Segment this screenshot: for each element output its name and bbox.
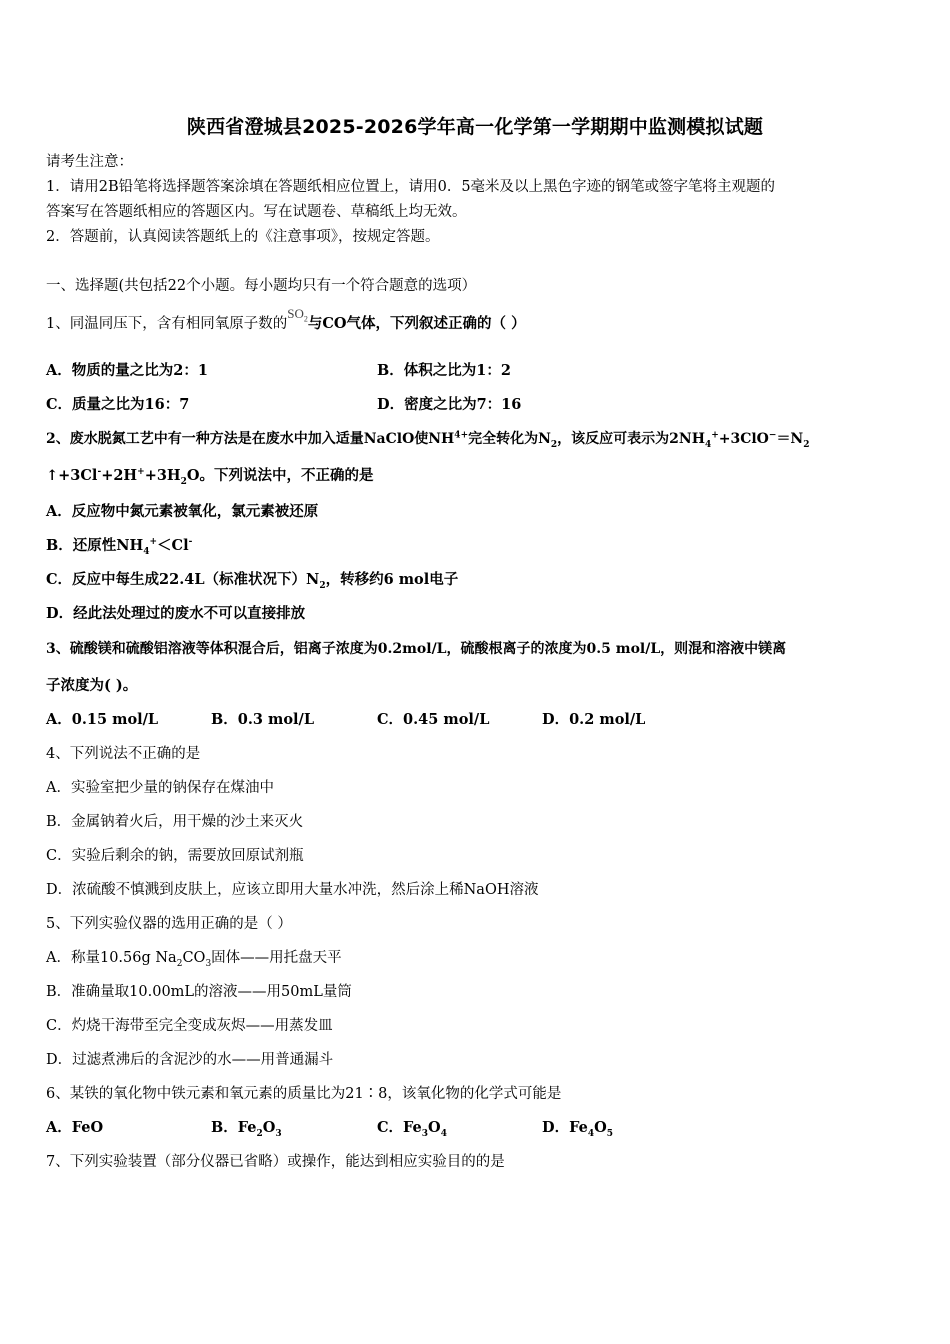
q1-option-d: D．密度之比为7：16: [377, 396, 522, 413]
q1-option-b: B．体积之比为1：2: [377, 362, 511, 379]
question-6-stem: 6、某铁的氧化物中铁元素和氧元素的质量比为21∶8，该氧化物的化学式可能是: [46, 1086, 562, 1102]
section-heading: 一、选择题(共包括22个小题。每小题均只有一个符合题意的选项）: [46, 278, 477, 294]
q2-option-b: B．还原性$NH_4^+<Cl^-$: [46, 537, 193, 557]
question-1-stem: 1、同温同压下，含有相同氧原子数的$SO_2$与CO气体，下列叙述正确的（ ）: [46, 306, 526, 332]
q2-option-c: C．反应中每生成22.4L（标准状况下）$N_2$，转移约6 mol电子: [46, 571, 459, 591]
question-2-stem: 2、废水脱氮工艺中有一种方法是在废水中加入适量NaClO使$NH^{4+}$完全转化为$N_2$，该反应可表示为$2NH_4^++3ClO^-=N_2$: [46, 430, 810, 450]
notice-item-2: 2．答题前，认真阅读答题纸上的《注意事项》，按规定答题。: [46, 229, 440, 245]
q3-option-a: A．0.15 mol/L: [46, 711, 159, 728]
question-7-stem: 7、下列实验装置（部分仪器已省略）或操作，能达到相应实验目的的是: [46, 1154, 505, 1170]
q3-option-c: C．0.45 mol/L: [377, 711, 490, 728]
question-5-stem: 5、下列实验仪器的选用正确的是（ ）: [46, 916, 292, 932]
q1-option-a: A．物质的量之比为2：1: [46, 362, 208, 379]
q5-option-b: B．准确量取10.00mL的溶液——用50mL量筒: [46, 984, 352, 1000]
q5-option-d: D．过滤煮沸后的含泥沙的水——用普通漏斗: [46, 1052, 334, 1068]
q3-option-d: D．0.2 mol/L: [542, 711, 646, 728]
question-3-stem-cont: 子浓度为( )。: [46, 677, 138, 694]
so2-formula: $SO_2$: [287, 306, 308, 324]
notice-item-1: 1．请用2B铅笔将选择题答案涂填在答题纸相应位置上，请用0．5毫米及以上黑色字迹的钢笔或签字笔将主观题的: [46, 179, 776, 195]
q6-option-d: D．$Fe_4O_5$: [542, 1119, 613, 1139]
q4-option-b: B．金属钠着火后，用干燥的沙土来灭火: [46, 814, 304, 830]
q5-option-a: A．称量10.56g $Na_2CO_3$固体——用托盘天平: [46, 950, 342, 969]
question-2-stem-cont: $↑+3Cl^-+2H^++3H_2O$。下列说法中，不正确的是: [46, 467, 374, 487]
notice-item-1-cont: 答案写在答题纸相应的答题区内。写在试题卷、草稿纸上均无效。: [46, 204, 467, 220]
q5-option-c: C．灼烧干海带至完全变成灰烬——用蒸发皿: [46, 1018, 333, 1034]
q4-option-c: C．实验后剩余的钠，需要放回原试剂瓶: [46, 848, 304, 864]
q6-option-a: A．FeO: [46, 1119, 104, 1136]
q2-option-a: A．反应物中氮元素被氧化，氯元素被还原: [46, 503, 319, 520]
q4-option-a: A．实验室把少量的钠保存在煤油中: [46, 780, 274, 796]
q6-option-c: C．$Fe_3O_4$: [377, 1119, 447, 1139]
question-4-stem: 4、下列说法不正确的是: [46, 746, 201, 762]
page-title: 陕西省澄城县2025-2026学年高一化学第一学期期中监测模拟试题: [186, 116, 764, 138]
notice-heading: 请考生注意：: [46, 154, 133, 170]
q1-option-c: C．质量之比为16：7: [46, 396, 190, 413]
q6-option-b: B．$Fe_2O_3$: [211, 1119, 282, 1139]
question-3-stem: 3、硫酸镁和硫酸铝溶液等体积混合后，铝离子浓度为0.2mol/L，硫酸根离子的浓度为0.5 mol/L，则混和溶液中镁离: [46, 641, 787, 657]
q2-option-d: D．经此法处理过的废水不可以直接排放: [46, 605, 306, 622]
q3-option-b: B．0.3 mol/L: [211, 711, 315, 728]
q4-option-d: D．浓硫酸不慎溅到皮肤上，应该立即用大量水冲洗，然后涂上稀NaOH溶液: [46, 882, 539, 898]
